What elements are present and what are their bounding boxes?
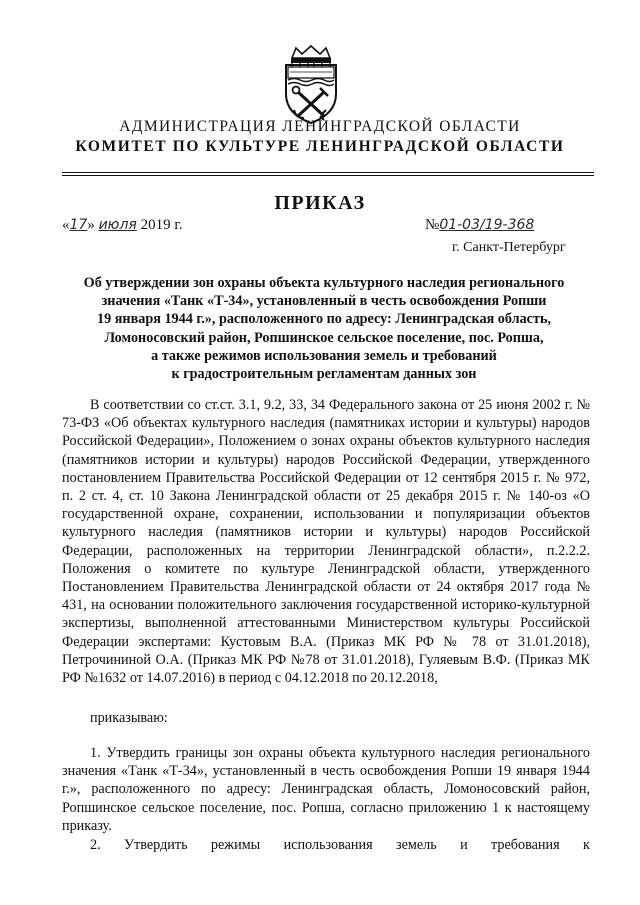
item-word: Утвердить (124, 837, 188, 853)
order-item-2 (62, 836, 590, 854)
order-subject (60, 274, 588, 383)
number-prefix: № (425, 217, 440, 233)
org-committee-name: КОМИТЕТ ПО КУЛЬТУРЕ ЛЕНИНГРАДСКОЙ ОБЛАСТИ (75, 138, 565, 155)
number-value: 01-03/19-368 (439, 217, 535, 233)
date-day: 17 (69, 217, 88, 233)
order-item-1: 1. Утвердить границы зон охраны объекта культурного наследия регионального значения «Танк «Т-34», установленный в честь освобождения Ропши 19 января 1944 г.», расположенного по адресу: Ленинградская область, Ломоносовский район, Ропшинское сельское поселение, пос. Ропша, согласно приложению 1 к настоящему приказу. (62, 745, 590, 834)
item-word: использования (283, 837, 373, 853)
subject-line: а также режимов использования земель и требований (151, 347, 497, 364)
date-close-quote: » (87, 217, 95, 233)
preamble-block (62, 396, 590, 687)
subject-line: значения «Танк «Т-34», установленный в честь освобождения Ропши (101, 293, 547, 310)
order-city: г. Санкт-Петербург (452, 240, 566, 255)
item-word: земель (396, 837, 437, 853)
item-word: режимы (210, 837, 261, 853)
header-divider-thin (62, 175, 594, 176)
coat-of-arms-icon (278, 44, 344, 126)
subject-line: Ломоносовский район, Ропшинское сельское поселение, пос. Ропша, (104, 329, 544, 346)
item-word: требования (491, 837, 560, 853)
subject-line: к градостроительным регламентам данных зон (171, 366, 477, 383)
item-word: и (460, 837, 468, 853)
org-administration-name: АДМИНИСТРАЦИЯ ЛЕНИНГРАДСКОЙ ОБЛАСТИ (119, 118, 521, 135)
header-divider (62, 172, 594, 173)
date-open-quote: « (62, 217, 70, 233)
order-number (425, 217, 534, 234)
item-word: 2. (90, 837, 101, 853)
subject-line: 19 января 1944 г.», расположенного по адресу: Ленинградская область, (97, 311, 551, 328)
order-date (62, 217, 183, 234)
item-word: к (583, 837, 590, 853)
document-title: ПРИКАЗ (274, 192, 366, 214)
orders-word: приказываю: (90, 710, 168, 726)
date-year: 2019 г. (140, 217, 183, 233)
preamble-paragraph: В соответствии со ст.ст. 3.1, 9.2, 33, 34 Федерального закона от 25 июня 2002 г. № 73-ФЗ «Об объектах культурного наследия (памятниках истории и культуры) народов Российской Федерации», Положением о зонах охраны объектов культурного наследия (памятников истории и культуры) народов Российской Федерации, утвержденного постановлением Правительства Российской Федерации от 12 сентября 2015 г. № 972, п. 2 ст. 4, ст. 10 Закона Ленинградской области от 25 декабря 2015 г. № 140-оз «О государственной охране, сохранении, использовании и популяризации объектов культурного наследия (памятников истории и культуры) народов Российской Федерации, расположенных на территории Ленинградской области», п.2.2.2. Положения о комитете по культуре Ленинградской области, утвержденного Постановлением Правительства Ленинградской области от 24 октября 2017 года № 431, на основании положительного заключения государственной историко-культурной экспертизы, выполненной аттестованными Министерством культуры Российской Федерации экспертами: Кустовым В.А. (Приказ МК РФ № 78 от 31.01.2018), Петрочининой О.А. (Приказ МК РФ №78 от 31.01.2018), Гуляевым В.Ф. (Приказ МК РФ №1632 от 14.07.2016) в период с 04.12.2018 по 20.12.2018, (62, 397, 590, 687)
subject-line: Об утверждении зон охраны объекта культурного наследия регионального (83, 275, 565, 291)
date-month: июля (98, 217, 137, 233)
